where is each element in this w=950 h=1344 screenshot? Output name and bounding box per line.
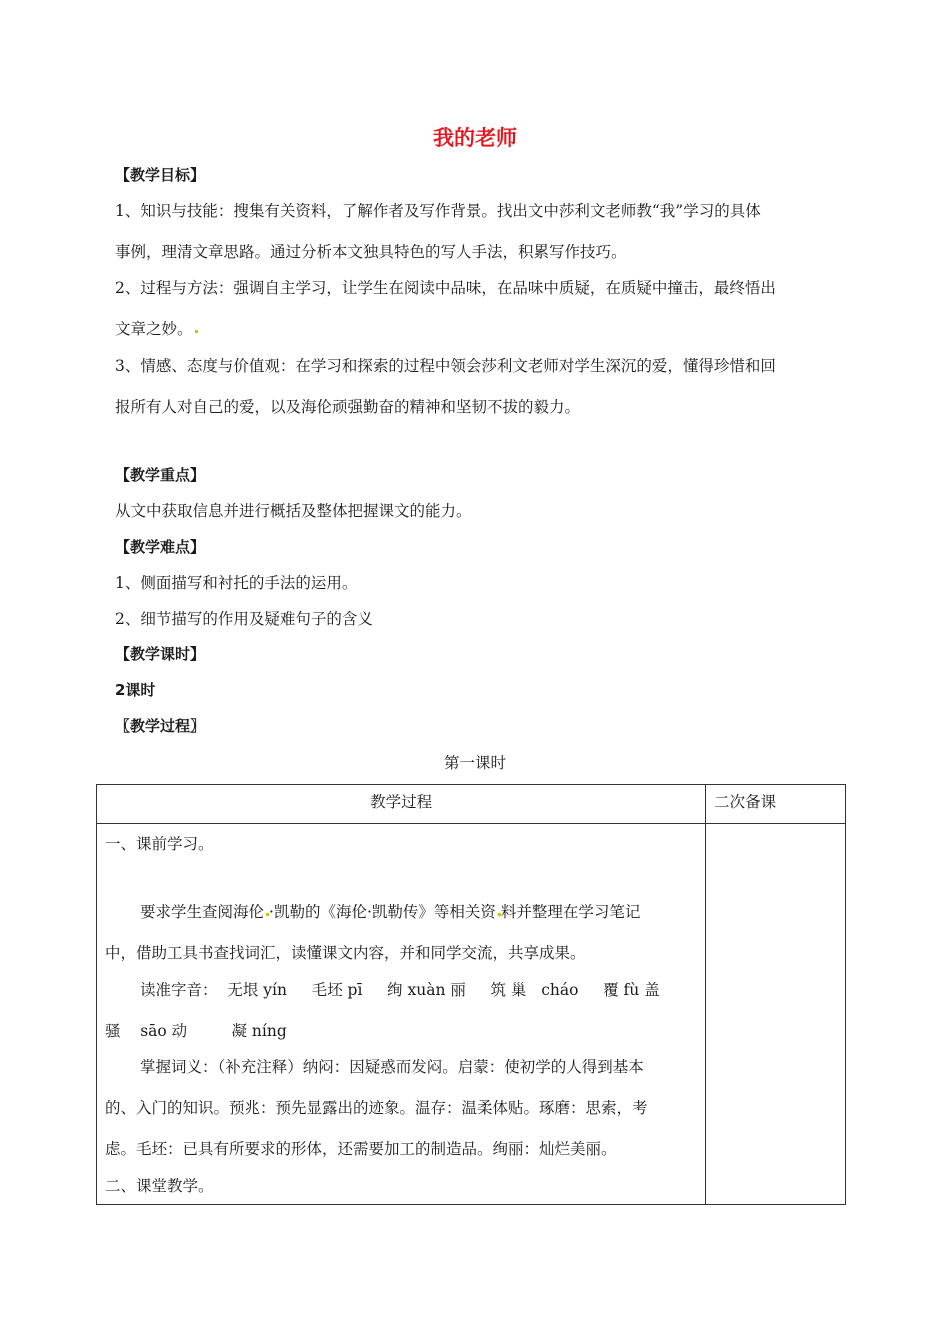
goal-2-line-1: 2、过程与方法：强调自主学习，让学生在阅读中品味，在品味中质疑，在质疑中撞击，最终悟出	[115, 279, 776, 297]
lesson-label: 第一课时	[443, 754, 506, 772]
goals-heading: 【教学目标】	[115, 166, 206, 184]
key-points-heading: 【教学重点】	[115, 466, 206, 484]
column-header-notes: 二次备课	[706, 785, 846, 824]
vocabulary-line-2: 的、入门的知识。预兆：预先显露出的迹象。温存：温柔体贴。琢磨：思索，考	[105, 1099, 648, 1117]
difficulty-1: 1、侧面描写和衬托的手法的运用。	[115, 574, 358, 592]
requirement-line-2: 中，借助工具书查找词汇，读懂课文内容，并和同学交流，共享成果。	[105, 944, 586, 962]
step-2: 二、课堂教学。	[105, 1177, 214, 1195]
goal-3-line-1: 3、情感、态度与价值观：在学习和探索的过程中领会莎利文老师对学生深沉的爱，懂得珍惜和回	[115, 357, 776, 375]
class-hours-heading: 【教学课时】	[115, 645, 206, 663]
column-header-process: 教学过程	[97, 785, 706, 824]
goal-1-line-2: 事例，理清文章思路。通过分析本文独具特色的写人手法，积累写作技巧。	[115, 243, 627, 261]
step-1: 一、课前学习。	[105, 835, 214, 853]
difficulties-heading: 【教学难点】	[115, 538, 206, 556]
goal-1-line-1: 1、知识与技能：搜集有关资料，了解作者及写作背景。找出文中莎利文老师教“我”学习的具体	[115, 202, 761, 220]
pronunciation-line-2: 骚 sāo 动 凝 níng	[105, 1022, 287, 1040]
goal-2-line-2: 文章之妙。	[115, 317, 198, 339]
vocabulary-line-3: 虑。毛坯：已具有所要求的形体，还需要加工的制造品。绚丽：灿烂美丽。	[105, 1140, 617, 1158]
process-content-cell	[97, 824, 706, 1205]
class-hours-text: 2课时	[115, 681, 156, 699]
document-title: 我的老师	[433, 126, 517, 150]
goal-3-line-2: 报所有人对自己的爱，以及海伦顽强勤奋的精神和坚韧不拔的毅力。	[115, 398, 581, 416]
difficulty-2: 2、细节描写的作用及疑难句子的含义	[115, 610, 373, 628]
vocabulary-line-1: 掌握词义：（补充注释）纳闷：因疑惑而发闷。启蒙：使初学的人得到基本	[140, 1058, 644, 1076]
lesson-plan-table	[96, 784, 846, 1205]
key-points-text: 从文中获取信息并进行概括及整体把握课文的能力。	[115, 502, 472, 520]
second-preparation-cell	[706, 824, 846, 1205]
pronunciation-line-1: 读准字音： 无垠 yín 毛坯 pī 绚 xuàn 丽 筑 巢 cháo 覆 fù 盖	[140, 981, 660, 999]
requirement-line-1: 要求学生查阅海伦 ·凯勒的《海伦·凯勒传》等相关资 料并整理在学习笔记	[140, 903, 641, 921]
process-heading: 〖教学过程〗	[115, 717, 206, 735]
